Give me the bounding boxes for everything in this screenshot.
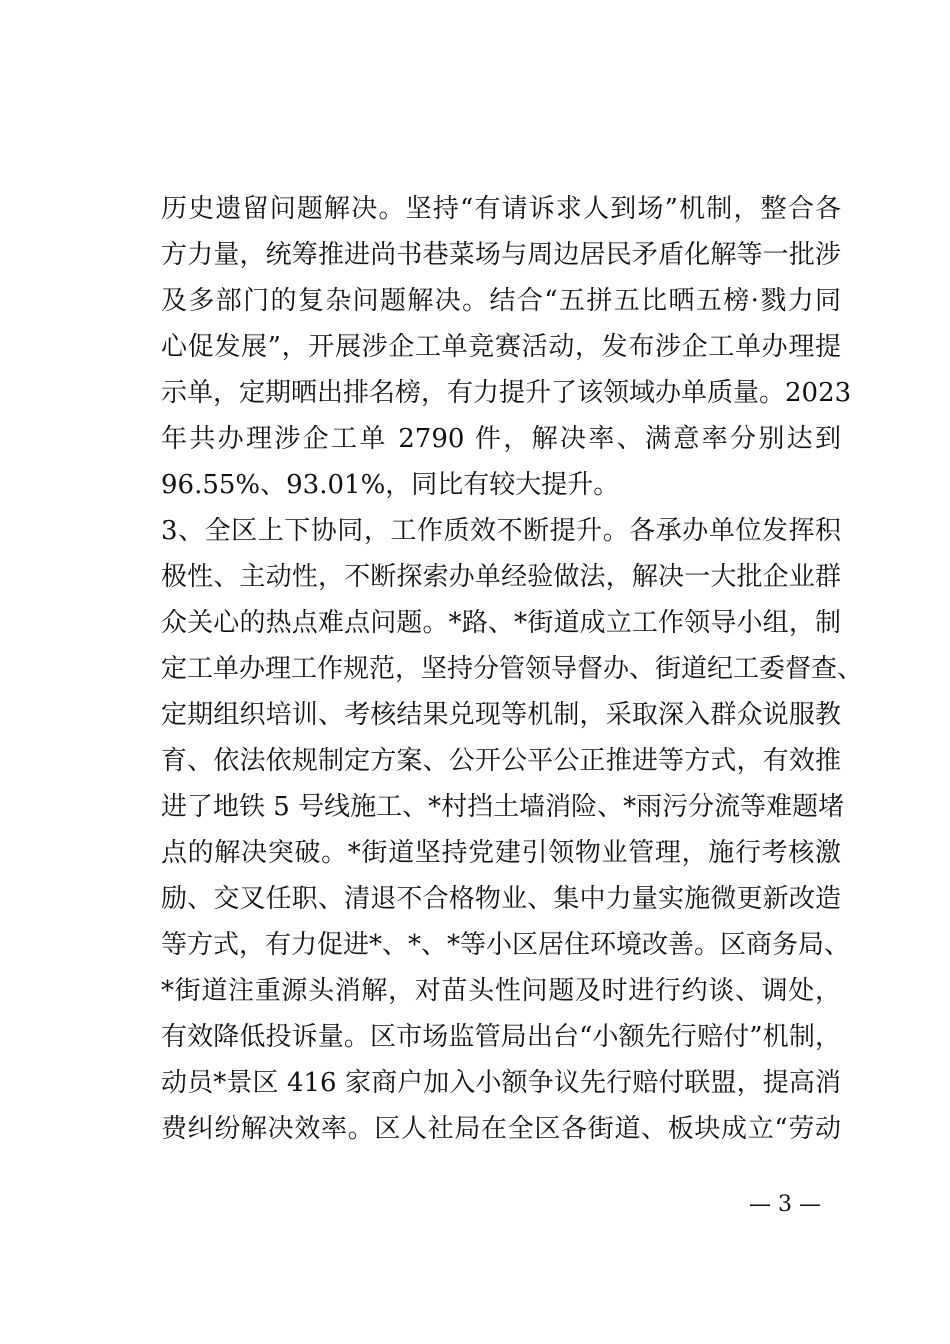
text-line: 历史遗留问题解决。坚持“有请诉求人到场”机制，整合各 bbox=[161, 194, 841, 224]
text-line: 等方式，有力促进*、*、*等小区居住环境改善。区商务局、 bbox=[161, 930, 851, 960]
text-line: 点的解决突破。*街道坚持党建引领物业管理，施行考核激 bbox=[161, 838, 841, 868]
text-line: 励、交叉任职、清退不合格物业、集中力量实施微更新改造 bbox=[161, 884, 841, 914]
text-line: 动员*景区 416 家商户加入小额争议先行赔付联盟，提高消 bbox=[161, 1068, 841, 1098]
text-line: 费纠纷解决效率。区人社局在全区各街道、板块成立“劳动 bbox=[161, 1114, 841, 1144]
text-line: 及多部门的复杂问题解决。结合“五拼五比晒五榜·戮力同 bbox=[161, 286, 841, 316]
text-line: 有效降低投诉量。区市场监管局出台“小额先行赔付”机制， bbox=[161, 1022, 841, 1052]
text-line: 方力量，统筹推进尚书巷菜场与周边居民矛盾化解等一批涉 bbox=[161, 240, 841, 270]
text-line: 众关心的热点难点问题。*路、*街道成立工作领导小组，制 bbox=[161, 608, 841, 638]
text-line: 育、依法依规制定方案、公开公平公正推进等方式，有效推 bbox=[161, 746, 841, 776]
text-line: 年共办理涉企工单 2790 件，解决率、满意率分别达到 bbox=[161, 424, 841, 454]
text-line: 定期组织培训、考核结果兑现等机制，采取深入群众说服教 bbox=[161, 700, 841, 730]
text-line: 进了地铁 5 号线施工、*村挡土墙消险、*雨污分流等难题堵 bbox=[161, 792, 845, 822]
text-line: 3、全区上下协同，工作质效不断提升。各承办单位发挥积 bbox=[161, 516, 841, 546]
text-line: 示单，定期晒出排名榜，有力提升了该领域办单质量。2023 bbox=[161, 378, 852, 408]
text-line: 心促发展”，开展涉企工单竞赛活动，发布涉企工单办理提 bbox=[161, 332, 841, 362]
text-line: *街道注重源头消解，对苗头性问题及时进行约谈、调处， bbox=[161, 976, 841, 1006]
text-line: 96.55%、93.01%，同比有较大提升。 bbox=[161, 470, 620, 500]
body-text bbox=[161, 186, 864, 1152]
page-number: — 3 — bbox=[749, 1192, 821, 1217]
text-line: 定工单办理工作规范，坚持分管领导督办、街道纪工委督查、 bbox=[161, 654, 864, 684]
text-line: 极性、主动性，不断探索办单经验做法，解决一大批企业群 bbox=[161, 562, 841, 592]
